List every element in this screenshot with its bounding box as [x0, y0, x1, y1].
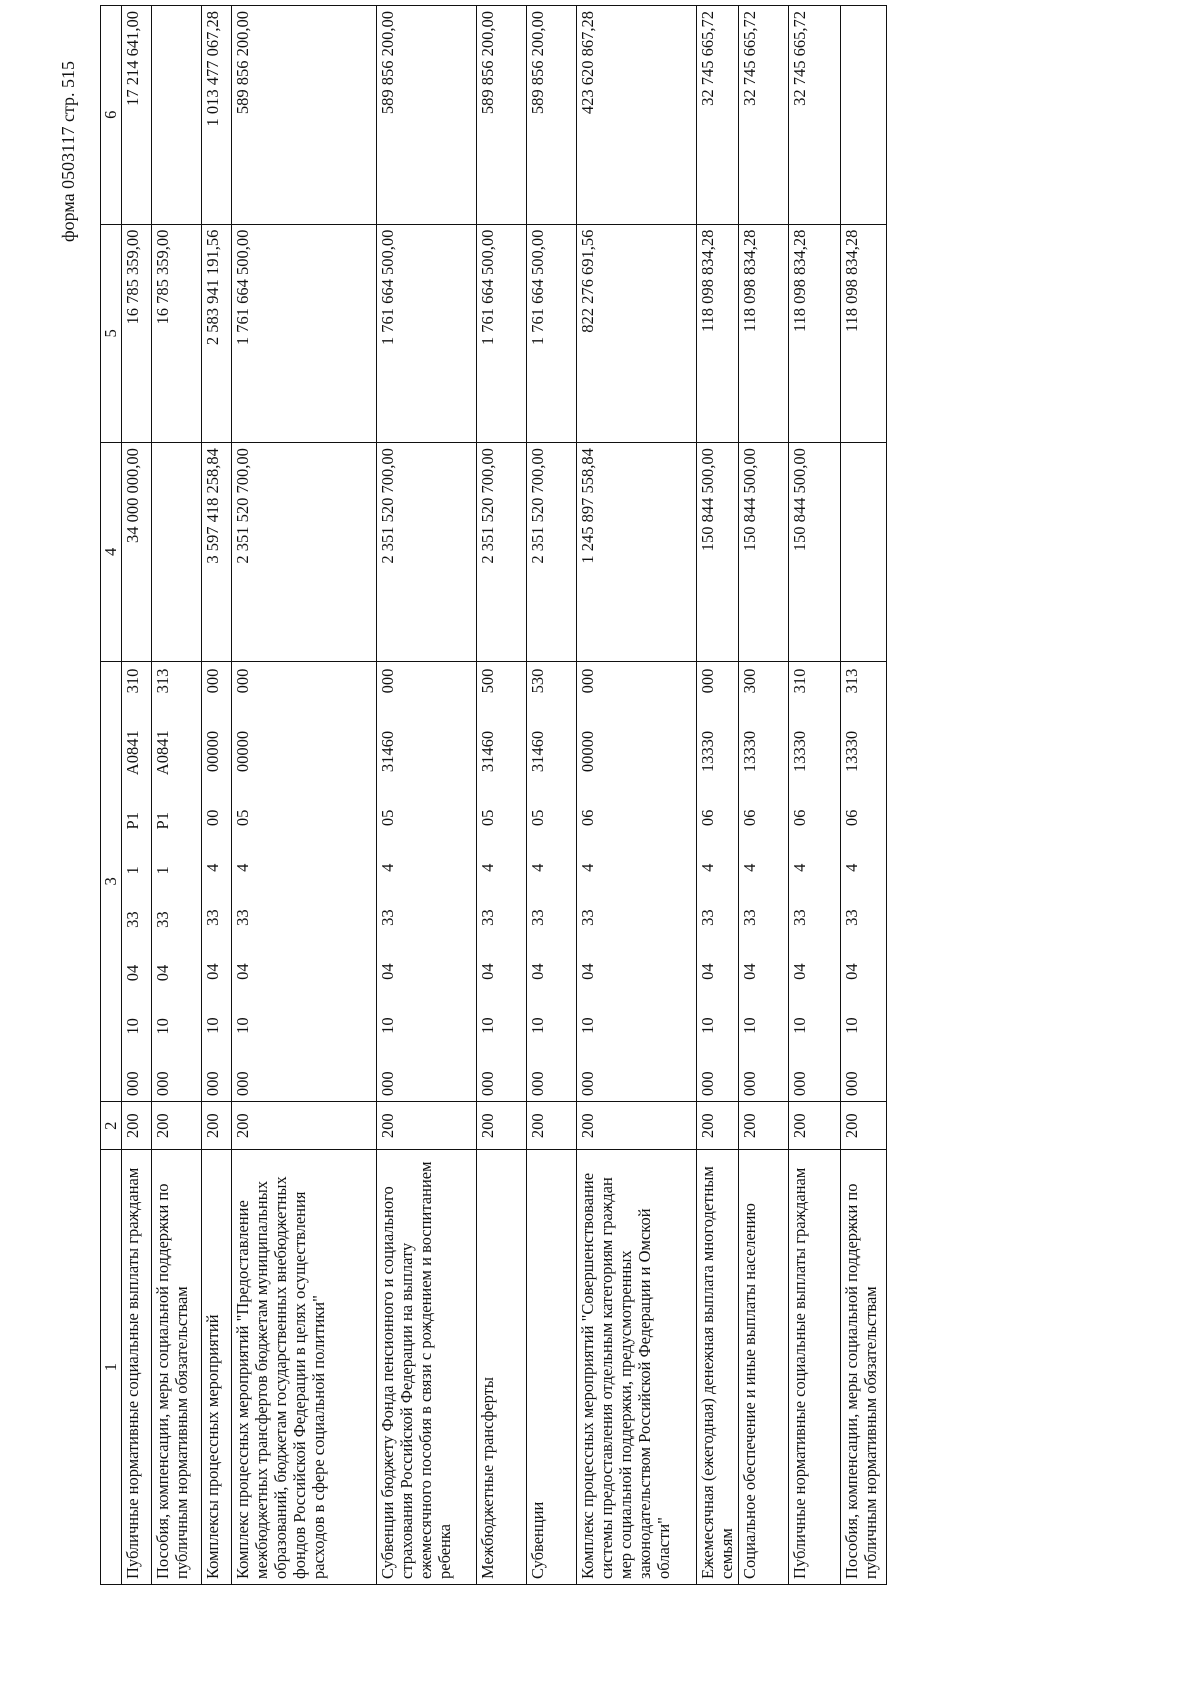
code-segment: 00000	[233, 730, 252, 773]
code-segment: 310	[790, 668, 809, 694]
code-segment: 04	[203, 963, 222, 980]
code-segment: 33	[203, 909, 222, 926]
column-header: 4	[101, 443, 122, 662]
code-segment: 000	[740, 1071, 759, 1097]
amount-c6: 589 856 200,00	[477, 6, 527, 225]
row-name: Межбюджетные трансферты	[477, 1150, 527, 1585]
code-segment: 33	[233, 909, 252, 926]
code-segment: 04	[740, 963, 759, 980]
amount-c4: 2 351 520 700,00	[527, 443, 577, 662]
amount-c4: 150 844 500,00	[739, 443, 789, 662]
code-segment: 10	[578, 1017, 597, 1034]
code-segment: 06	[740, 809, 759, 827]
code-segment: 33	[740, 909, 759, 926]
row-name: Субвенции	[527, 1150, 577, 1585]
amount-c4: 34 000 000,00	[122, 443, 152, 662]
row-line-code: 200	[697, 1102, 739, 1150]
amount-c6	[152, 6, 202, 225]
code-segment: P1	[123, 812, 142, 830]
row-budget-code	[789, 661, 841, 1102]
code-segment: 000	[578, 1071, 597, 1097]
row-name: Ежемесячная (ежегодная) денежная выплата многодетным семьям	[697, 1150, 739, 1585]
code-segment: 000	[698, 668, 717, 694]
code-segment: 05	[378, 809, 397, 827]
code-segment: 4	[203, 863, 222, 872]
row-line-code: 200	[789, 1102, 841, 1150]
code-segment: 10	[153, 1018, 172, 1035]
code-segment: 300	[740, 668, 759, 694]
code-segment: 33	[842, 909, 861, 926]
amount-c6: 1 013 477 067,28	[202, 6, 232, 225]
table-row	[841, 6, 887, 1585]
amount-c4: 2 351 520 700,00	[377, 443, 477, 662]
code-segment: 33	[123, 911, 142, 928]
code-segment: 000	[153, 1071, 172, 1097]
row-line-code: 200	[527, 1102, 577, 1150]
amount-c5: 118 098 834,28	[789, 224, 841, 443]
code-segment: 000	[698, 1071, 717, 1097]
code-segment: 31460	[478, 730, 497, 773]
row-line-code: 200	[377, 1102, 477, 1150]
code-segment: 10	[740, 1017, 759, 1034]
column-header: 5	[101, 224, 122, 443]
row-line-code: 200	[202, 1102, 232, 1150]
amount-c4: 2 351 520 700,00	[477, 443, 527, 662]
row-line-code: 200	[232, 1102, 377, 1150]
column-header: 2	[101, 1102, 122, 1150]
code-segment: 04	[790, 963, 809, 980]
code-segment: 13330	[790, 730, 809, 773]
budget-table	[100, 5, 887, 1585]
row-budget-code	[697, 661, 739, 1102]
row-budget-code	[841, 661, 887, 1102]
code-segment: 31460	[378, 730, 397, 773]
table-row	[697, 6, 739, 1585]
code-segment: 10	[378, 1017, 397, 1034]
code-segment: 4	[790, 863, 809, 872]
code-segment: 10	[123, 1018, 142, 1035]
code-segment: 33	[698, 909, 717, 926]
amount-c5: 118 098 834,28	[841, 224, 887, 443]
code-segment: 10	[528, 1017, 547, 1034]
row-name: Комплексы процессных мероприятий	[202, 1150, 232, 1585]
amount-c4: 1 245 897 558,84	[577, 443, 697, 662]
row-budget-code	[152, 661, 202, 1102]
amount-c4: 2 351 520 700,00	[232, 443, 377, 662]
code-segment: 10	[842, 1017, 861, 1034]
amount-c5: 118 098 834,28	[697, 224, 739, 443]
code-segment: 000	[203, 1071, 222, 1097]
code-segment: 04	[153, 964, 172, 982]
code-segment: 1	[123, 866, 142, 875]
row-budget-code	[377, 661, 477, 1102]
code-segment: 000	[203, 668, 222, 694]
code-segment: 33	[478, 909, 497, 926]
code-segment: 4	[528, 863, 547, 872]
table-row	[152, 6, 202, 1585]
amount-c6: 589 856 200,00	[527, 6, 577, 225]
code-segment: 4	[698, 863, 717, 872]
amount-c6: 423 620 867,28	[577, 6, 697, 225]
code-segment: 4	[478, 863, 497, 872]
code-segment: 310	[123, 668, 142, 694]
code-segment: 04	[698, 963, 717, 980]
code-segment: 313	[153, 668, 172, 694]
code-segment: A0841	[153, 730, 172, 776]
row-line-code: 200	[477, 1102, 527, 1150]
code-segment: 13330	[842, 730, 861, 773]
row-name: Пособия, компенсации, меры социальной поддержки по публичным нормативным обязательствам	[841, 1150, 887, 1585]
table-row	[739, 6, 789, 1585]
code-segment: 000	[378, 1071, 397, 1097]
row-name: Комплекс процессных мероприятий "Совершенствование системы предоставления отдельным категориям граждан мер социальной поддержки, предусмотренных законодательством Российской Федерации и Омской области"	[577, 1150, 697, 1585]
code-segment: 000	[123, 1071, 142, 1097]
row-name: Социальное обеспечение и иные выплаты населению	[739, 1150, 789, 1585]
row-budget-code	[232, 661, 377, 1102]
table-row	[477, 6, 527, 1585]
amount-c6: 589 856 200,00	[377, 6, 477, 225]
code-segment: 04	[123, 964, 142, 982]
column-number-row	[101, 6, 122, 1585]
row-name: Публичные нормативные социальные выплаты гражданам	[122, 1150, 152, 1585]
code-segment: 000	[578, 668, 597, 694]
code-segment: 06	[842, 809, 861, 827]
code-segment: 04	[528, 963, 547, 980]
amount-c5: 1 761 664 500,00	[377, 224, 477, 443]
amount-c6: 17 214 641,00	[122, 6, 152, 225]
code-segment: 06	[790, 809, 809, 827]
table-row	[577, 6, 697, 1585]
code-segment: 33	[790, 909, 809, 926]
column-header: 1	[101, 1150, 122, 1585]
code-segment: 000	[378, 668, 397, 694]
row-name: Комплекс процессных мероприятий "Предоставление межбюджетных трансфертов бюджетам муниципальных образований, бюджетам государственных внебюджетных фондов Российской Федерации в целях осуществления расходов в сфере социальной политики"	[232, 1150, 377, 1585]
code-segment: 00000	[578, 730, 597, 773]
amount-c5: 1 761 664 500,00	[477, 224, 527, 443]
code-segment: 04	[578, 963, 597, 980]
code-segment: 000	[790, 1071, 809, 1097]
row-line-code: 200	[739, 1102, 789, 1150]
code-segment: 000	[842, 1071, 861, 1097]
row-budget-code	[739, 661, 789, 1102]
code-segment: 4	[378, 863, 397, 872]
code-segment: 313	[842, 668, 861, 694]
code-segment: 04	[378, 963, 397, 980]
code-segment: 10	[790, 1017, 809, 1034]
code-segment: 05	[233, 809, 252, 827]
code-segment: 10	[698, 1017, 717, 1034]
code-segment: 10	[203, 1017, 222, 1034]
row-line-code: 200	[122, 1102, 152, 1150]
code-segment: 1	[153, 866, 172, 875]
code-segment: 05	[478, 809, 497, 827]
table-row	[202, 6, 232, 1585]
amount-c5: 118 098 834,28	[739, 224, 789, 443]
amount-c6	[841, 6, 887, 225]
code-segment: 500	[478, 668, 497, 694]
code-segment: 13330	[698, 730, 717, 773]
amount-c5: 1 761 664 500,00	[527, 224, 577, 443]
code-segment: 000	[478, 1071, 497, 1097]
column-header: 6	[101, 6, 122, 225]
amount-c5: 1 761 664 500,00	[232, 224, 377, 443]
row-name: Публичные нормативные социальные выплаты гражданам	[789, 1150, 841, 1585]
amount-c5: 2 583 941 191,56	[202, 224, 232, 443]
code-segment: 4	[578, 863, 597, 872]
code-segment: 04	[233, 963, 252, 980]
code-segment: 10	[478, 1017, 497, 1034]
code-segment: 000	[233, 1071, 252, 1097]
code-segment: 00000	[203, 730, 222, 773]
column-header: 3	[101, 661, 122, 1102]
row-budget-code	[577, 661, 697, 1102]
code-segment: 04	[842, 963, 861, 980]
table-row	[122, 6, 152, 1585]
code-segment: 4	[233, 863, 252, 872]
code-segment: 05	[528, 809, 547, 827]
amount-c6: 589 856 200,00	[232, 6, 377, 225]
amount-c6: 32 745 665,72	[789, 6, 841, 225]
code-segment: 000	[528, 1071, 547, 1097]
code-segment: 33	[578, 909, 597, 926]
code-segment: P1	[153, 812, 172, 830]
amount-c4	[152, 443, 202, 662]
amount-c4	[841, 443, 887, 662]
amount-c4: 150 844 500,00	[697, 443, 739, 662]
code-segment: 00	[203, 809, 222, 827]
code-segment: 4	[740, 863, 759, 872]
code-segment: 10	[233, 1017, 252, 1034]
code-segment: 000	[233, 668, 252, 694]
code-segment: 530	[528, 668, 547, 694]
row-budget-code	[527, 661, 577, 1102]
row-name: Пособия, компенсации, меры социальной поддержки по публичным нормативным обязательствам	[152, 1150, 202, 1585]
code-segment: 04	[478, 963, 497, 980]
code-segment: 33	[378, 909, 397, 926]
amount-c5: 16 785 359,00	[152, 224, 202, 443]
code-segment: 33	[528, 909, 547, 926]
code-segment: A0841	[123, 730, 142, 776]
amount-c6: 32 745 665,72	[697, 6, 739, 225]
amount-c5: 16 785 359,00	[122, 224, 152, 443]
table-row	[377, 6, 477, 1585]
code-segment: 06	[698, 809, 717, 827]
table-row	[789, 6, 841, 1585]
row-budget-code	[477, 661, 527, 1102]
code-segment: 13330	[740, 730, 759, 773]
code-segment: 06	[578, 809, 597, 827]
row-line-code: 200	[841, 1102, 887, 1150]
amount-c4: 3 597 418 258,84	[202, 443, 232, 662]
code-segment: 4	[842, 863, 861, 872]
table-row	[527, 6, 577, 1585]
amount-c5: 822 276 691,56	[577, 224, 697, 443]
amount-c6: 32 745 665,72	[739, 6, 789, 225]
row-line-code: 200	[152, 1102, 202, 1150]
code-segment: 31460	[528, 730, 547, 773]
amount-c4: 150 844 500,00	[789, 443, 841, 662]
code-segment: 33	[153, 911, 172, 928]
row-line-code: 200	[577, 1102, 697, 1150]
form-label: форма 0503117 стр. 515	[58, 60, 78, 242]
row-budget-code	[122, 661, 152, 1102]
table-row	[232, 6, 377, 1585]
row-name: Субвенции бюджету Фонда пенсионного и социального страхования Российской Федерации на выплату ежемесячного пособия в связи с рождением и воспитанием ребенка	[377, 1150, 477, 1585]
row-budget-code	[202, 661, 232, 1102]
